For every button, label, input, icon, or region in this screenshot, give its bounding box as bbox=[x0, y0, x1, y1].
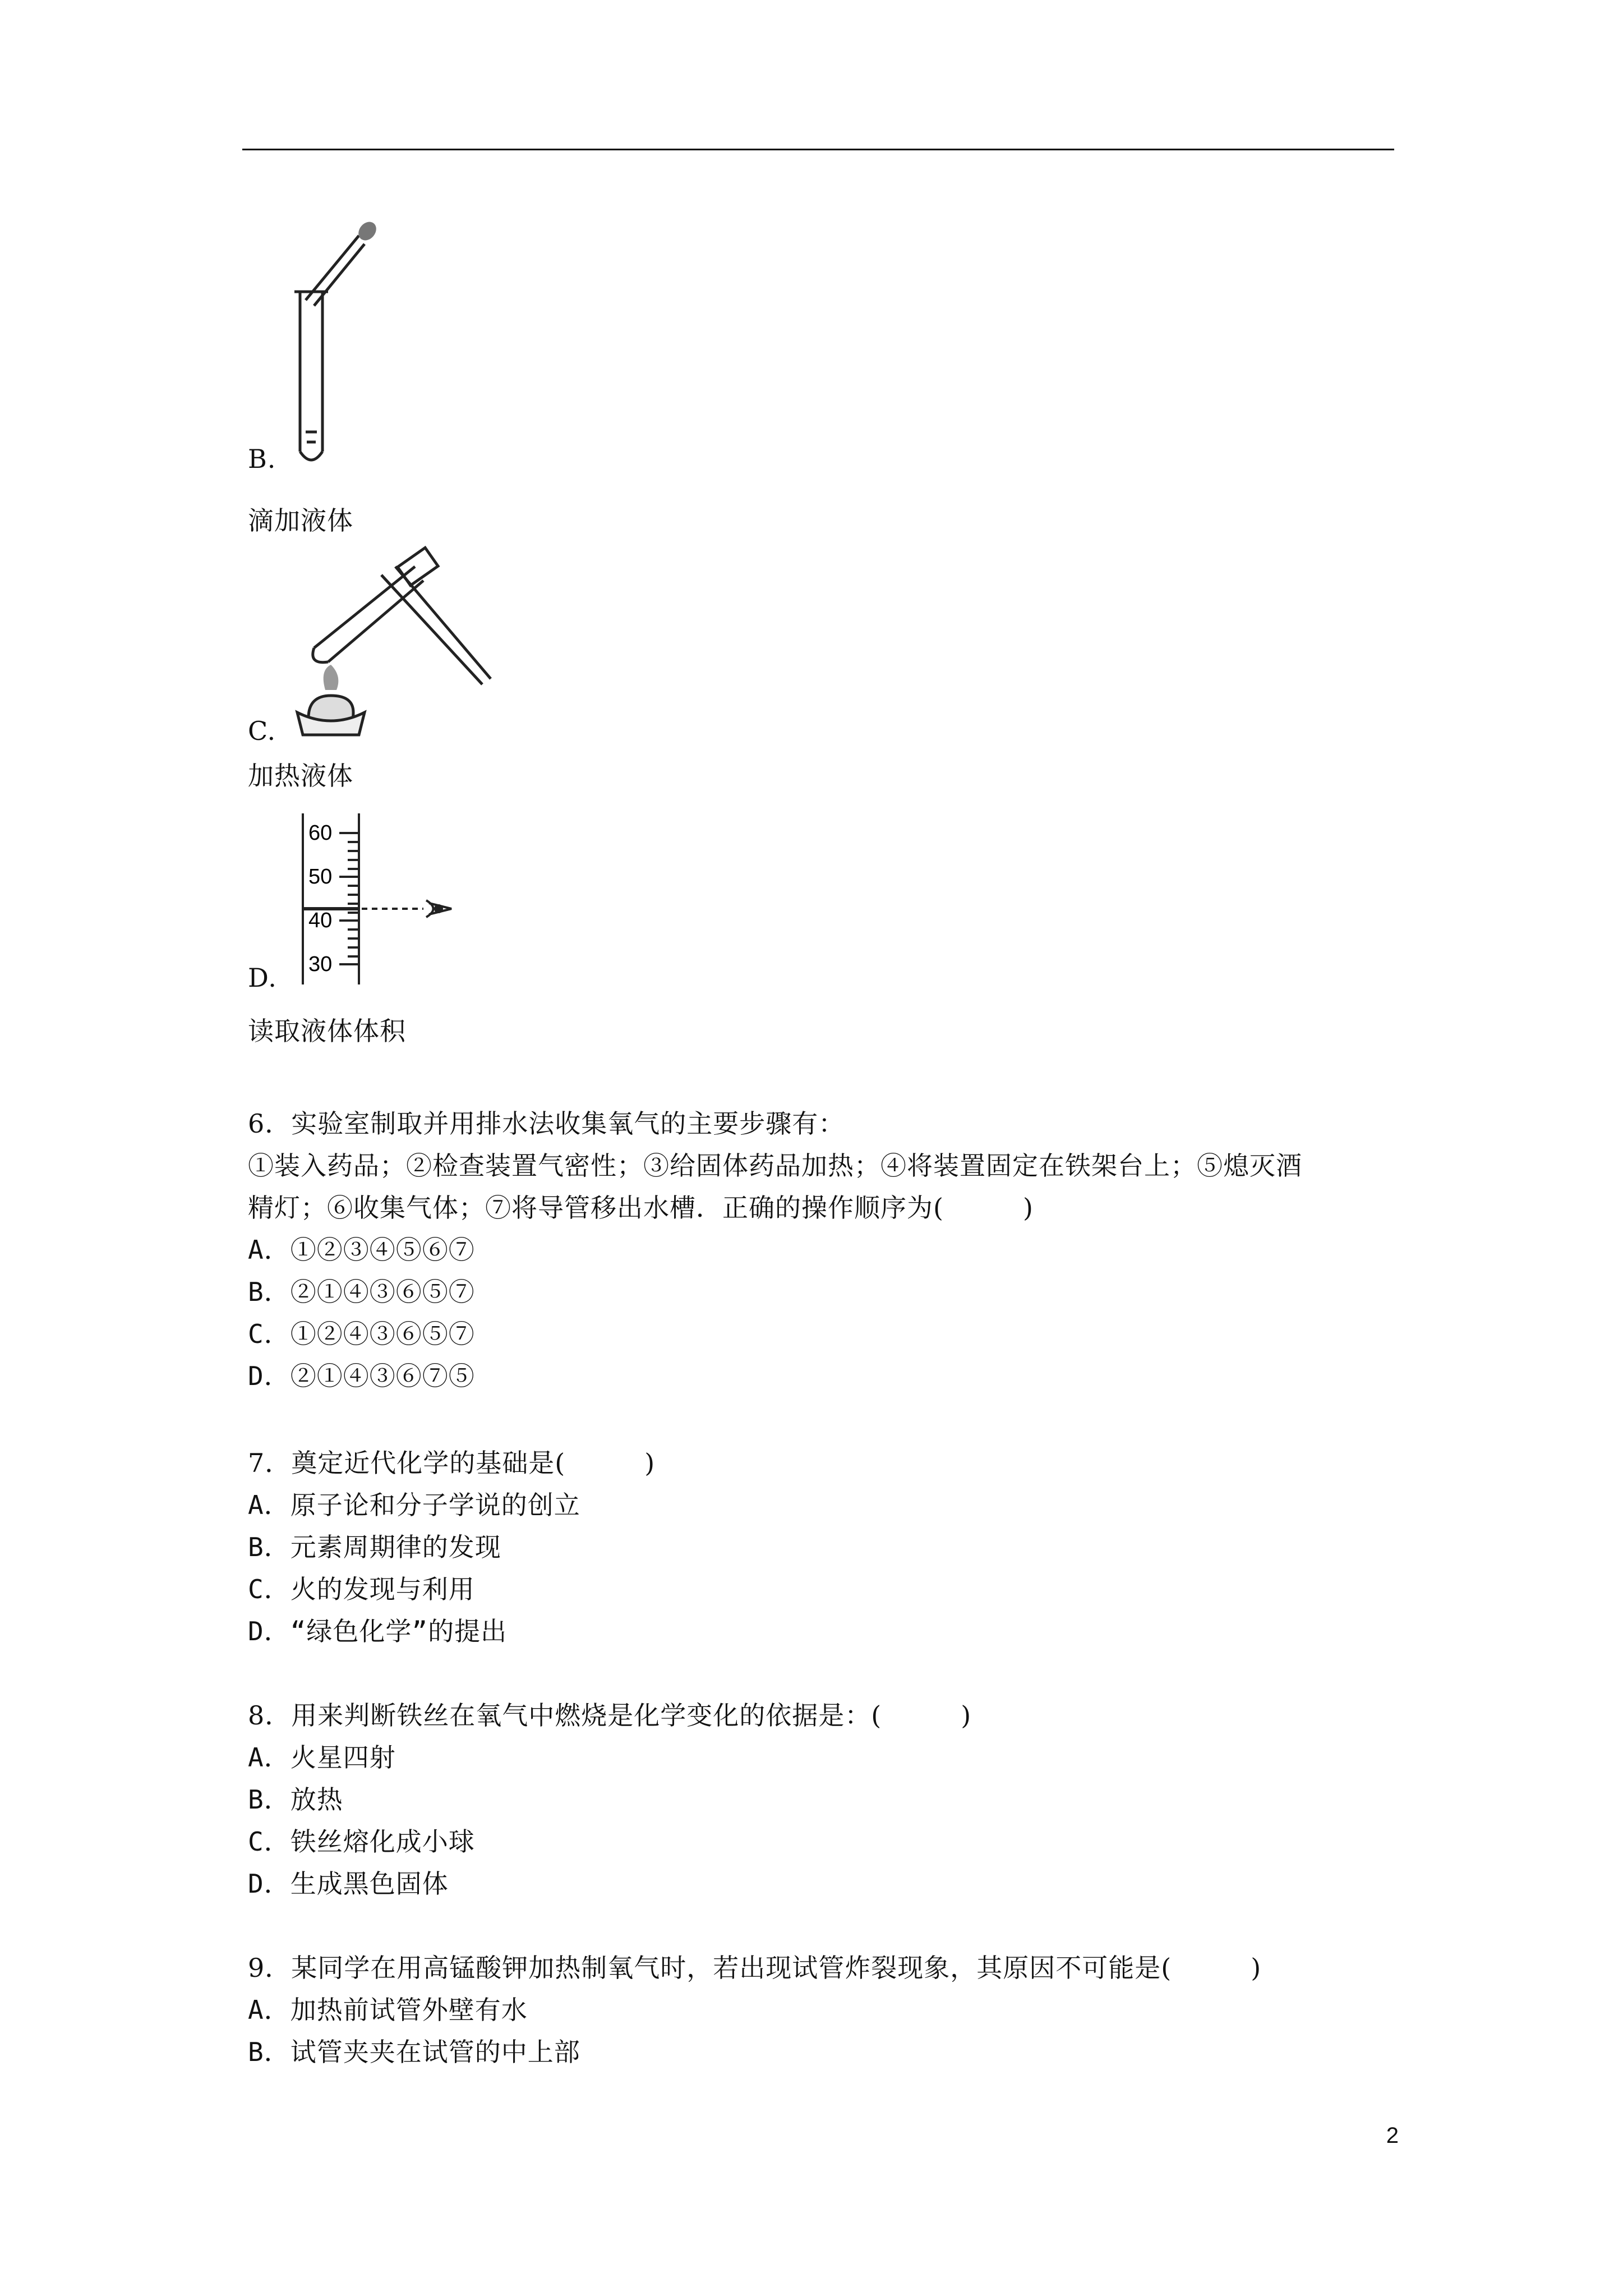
q7-option-d: D．“绿色化学”的提出 bbox=[248, 1616, 508, 1646]
q6-stem: 6．实验室制取并用排水法收集氧气的主要步骤有： bbox=[248, 1108, 845, 1139]
q6-option-c: C．①②④③⑥⑤⑦ bbox=[248, 1319, 475, 1349]
figure-b-letter: B. bbox=[248, 444, 276, 474]
q7-option-a: A．原子论和分子学说的创立 bbox=[248, 1490, 580, 1520]
q8-option-a: A．火星四射 bbox=[248, 1742, 396, 1773]
q6-steps-line2: 精灯；⑥收集气体；⑦将导管移出水槽．正确的操作顺序为( ) bbox=[248, 1193, 1034, 1223]
page-number: 2 bbox=[1386, 2123, 1399, 2148]
q6-option-b: B．②①④③⑥⑤⑦ bbox=[248, 1277, 475, 1307]
scale-50: 50 bbox=[308, 865, 333, 889]
header-rule bbox=[242, 149, 1394, 150]
figure-d-caption: 读取液体体积 bbox=[248, 1016, 406, 1046]
q9-stem: 9．某同学在用高锰酸钾加热制氧气时，若出现试管炸裂现象，其原因不可能是( ) bbox=[248, 1953, 1262, 1983]
q9-option-b: B．试管夹夹在试管的中上部 bbox=[248, 2037, 580, 2067]
q6-steps-line1: ①装入药品；②检查装置气密性；③给固体药品加热；④将装置固定在铁架台上；⑤熄灭酒 bbox=[248, 1151, 1302, 1181]
scale-30: 30 bbox=[308, 953, 333, 976]
q9-option-a: A．加热前试管外壁有水 bbox=[248, 1995, 528, 2025]
figure-c-caption: 加热液体 bbox=[248, 761, 353, 791]
graduated-cylinder-figure bbox=[292, 811, 465, 990]
q7-option-b: B．元素周期律的发现 bbox=[248, 1532, 501, 1562]
figure-c-letter: C. bbox=[248, 716, 276, 746]
q8-stem: 8．用来判断铁丝在氧气中燃烧是化学变化的依据是：( ) bbox=[248, 1700, 972, 1731]
dropper-test-tube-figure bbox=[283, 219, 390, 471]
q7-option-c: C．火的发现与利用 bbox=[248, 1574, 475, 1604]
q6-option-d: D．②①④③⑥⑦⑤ bbox=[248, 1361, 475, 1391]
scale-60: 60 bbox=[308, 821, 333, 845]
q6-option-a: A．①②③④⑤⑥⑦ bbox=[248, 1235, 475, 1265]
q8-option-c: C．铁丝熔化成小球 bbox=[248, 1826, 475, 1857]
q8-option-d: D．生成黑色固体 bbox=[248, 1869, 449, 1899]
figure-b-caption: 滴加液体 bbox=[248, 505, 353, 536]
heating-liquid-figure bbox=[292, 544, 499, 746]
q7-stem: 7．奠定近代化学的基础是( ) bbox=[248, 1448, 656, 1478]
figure-d-letter: D. bbox=[248, 963, 277, 993]
scale-40: 40 bbox=[308, 909, 333, 932]
q8-option-b: B．放热 bbox=[248, 1784, 343, 1815]
